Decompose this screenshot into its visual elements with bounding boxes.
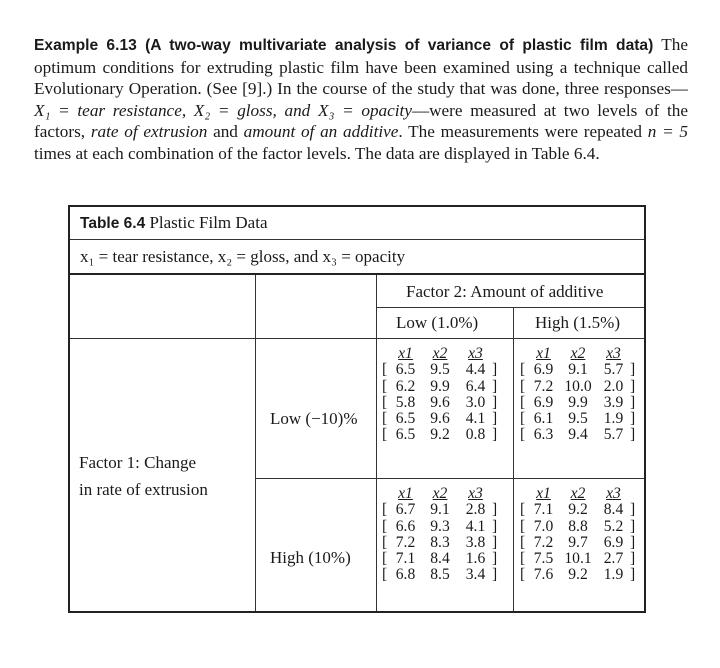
- cell-high-low: [382, 486, 500, 584]
- column-headers: [382, 346, 500, 362]
- observation-value: 4.4: [465, 361, 486, 379]
- factor2-label: Factor 2: Amount of additive: [406, 282, 604, 301]
- observation-value: 6.5: [395, 426, 416, 444]
- observation-value: 7.2: [533, 533, 554, 551]
- cell-low-low: [382, 346, 500, 444]
- cell-low-high: [520, 346, 638, 444]
- observation-value: 6.9: [533, 361, 554, 379]
- observation-value: 9.6: [430, 393, 450, 411]
- column-header: x2: [570, 345, 586, 362]
- observation-vector: [ 6.5 9.5 4.4 ]: [382, 361, 498, 379]
- observation-vector: [ 6.1 9.5 1.9 ]: [520, 410, 636, 428]
- factor2-level-high: High (1.5%): [535, 313, 620, 332]
- observation-vector: [ 6.5 9.6 4.1 ]: [382, 410, 498, 428]
- observation-value: 6.4: [465, 377, 486, 395]
- observation-vector: [ 6.2 9.9 6.4 ]: [382, 377, 498, 395]
- observation-value: 7.6: [533, 566, 554, 584]
- column-header: x3: [468, 485, 483, 502]
- observation-value: 9.1: [568, 361, 588, 379]
- observation-vector: [ 6.6 9.3 4.1 ]: [382, 517, 498, 535]
- observation-value: 9.2: [568, 501, 588, 519]
- observation-value: 9.1: [430, 501, 450, 519]
- observation-value: 9.5: [430, 361, 450, 379]
- factor1-level-low: Low (−10)%: [270, 409, 358, 428]
- observation-value: 0.8: [465, 426, 486, 444]
- observation-value: 6.5: [395, 410, 416, 428]
- observation-value: 10.0: [564, 377, 592, 395]
- example-paragraph: [34, 34, 688, 165]
- divider-factor2-header: [376, 307, 644, 308]
- divider-factor1-col: [255, 275, 256, 611]
- observation-vector: [ 6.9 9.1 5.7 ]: [520, 361, 636, 379]
- observation-value: 9.2: [430, 426, 450, 444]
- observation-value: 7.1: [395, 550, 416, 568]
- para-text-1: The optimum conditions for extruding plastic film have been examined using a technique called Evolutionary Operation. (See [9].) In the course of the study that was done, three responses—: [34, 35, 688, 99]
- observation-value: 9.2: [568, 566, 588, 584]
- observation-value: 2.8: [465, 501, 486, 519]
- observation-value: 7.5: [533, 550, 554, 568]
- factor1-level-high: High (10%): [270, 548, 351, 567]
- observation-vector: [ 7.1 8.4 1.6 ]: [382, 550, 498, 568]
- observation-value: 5.8: [395, 393, 416, 411]
- observation-value: 9.5: [568, 410, 588, 428]
- observation-vector: [ 7.1 9.2 8.4 ]: [520, 501, 636, 519]
- divider-header-bottom: [70, 338, 644, 339]
- observation-value: 6.6: [395, 517, 416, 535]
- observation-vector: [ 6.8 8.5 3.4 ]: [382, 566, 498, 584]
- observation-value: 7.1: [533, 501, 554, 519]
- observation-value: 8.5: [430, 566, 450, 584]
- column-headers: [382, 486, 500, 502]
- observation-value: 5.7: [603, 426, 624, 444]
- example-heading: Example 6.13 (A two-way multivariate analysis of variance of plastic film data): [34, 37, 654, 54]
- observation-vector: [ 6.9 9.9 3.9 ]: [520, 393, 636, 411]
- divider-level-col: [376, 275, 377, 611]
- observation-vector: [ 7.2 9.7 6.9 ]: [520, 533, 636, 551]
- cell-high-high: [520, 486, 638, 584]
- observation-vector: [ 5.8 9.6 3.0 ]: [382, 393, 498, 411]
- observation-value: 8.8: [568, 517, 588, 535]
- observation-vector: [ 6.5 9.2 0.8 ]: [382, 426, 498, 444]
- observation-value: 7.2: [395, 533, 416, 551]
- observation-value: 6.8: [395, 566, 416, 584]
- table-variable-definitions: x₁ = tear resistance, x₂ = gloss, and x₃ = opacity: [70, 240, 644, 275]
- observation-vector: [ 7.6 9.2 1.9 ]: [520, 566, 636, 584]
- factor1-label-line1: Factor 1: Change: [79, 453, 197, 472]
- observation-vector: [ 7.5 10.1 2.7 ]: [520, 550, 636, 568]
- observation-vector: [ 7.0 8.8 5.2 ]: [520, 517, 636, 535]
- column-headers: [520, 486, 638, 502]
- observation-value: 6.3: [533, 426, 554, 444]
- table-label: Table 6.4: [80, 215, 146, 232]
- observation-value: 9.7: [568, 533, 588, 551]
- observation-value: 7.0: [533, 517, 554, 535]
- column-header: x3: [606, 345, 621, 362]
- column-header: x2: [432, 345, 448, 362]
- column-header: x2: [570, 485, 586, 502]
- column-header: x2: [432, 485, 448, 502]
- observation-value: 9.4: [568, 426, 588, 444]
- observation-value: 6.7: [395, 501, 416, 519]
- observation-value: 9.9: [430, 377, 450, 395]
- observation-value: 8.4: [430, 550, 450, 568]
- observation-vector: [ 6.7 9.1 2.8 ]: [382, 501, 498, 519]
- factor1-label-line2: in rate of extrusion: [79, 480, 208, 499]
- column-header: x1: [536, 345, 551, 362]
- divider-low-high-rows: [255, 478, 644, 479]
- observation-value: 6.2: [395, 377, 416, 395]
- observation-vector: [ 7.2 8.3 3.8 ]: [382, 533, 498, 551]
- para-variables: X₁ = tear resistance, X₂ = gloss, and X₃ = opacity: [34, 100, 412, 120]
- observation-value: 3.9: [603, 393, 624, 411]
- observation-value: 10.1: [564, 550, 592, 568]
- observation-value: 6.1: [533, 410, 554, 428]
- observation-value: 1.9: [603, 566, 624, 584]
- observation-value: 7.2: [533, 377, 554, 395]
- observation-value: 2.0: [603, 377, 624, 395]
- observation-value: 6.9: [533, 393, 554, 411]
- column-header: x1: [398, 345, 413, 362]
- observation-value: 3.4: [465, 566, 486, 584]
- observation-value: 8.3: [430, 533, 450, 551]
- observation-value: 1.9: [603, 410, 624, 428]
- para-text-5: times at each combination of the factor levels. The data are displayed in Table 6.4.: [34, 143, 600, 163]
- column-header: x1: [536, 485, 551, 502]
- para-text-3: and: [213, 122, 238, 142]
- column-header: x1: [398, 485, 413, 502]
- factor-1-name: rate of extrusion: [90, 122, 208, 142]
- observation-value: 9.6: [430, 410, 450, 428]
- column-header: x3: [606, 485, 621, 502]
- observation-value: 1.6: [465, 550, 486, 568]
- column-headers: [520, 346, 638, 362]
- observation-value: 4.1: [465, 410, 486, 428]
- observation-value: 6.9: [603, 533, 624, 551]
- observation-value: 5.2: [603, 517, 624, 535]
- observation-value: 2.7: [603, 550, 624, 568]
- factor2-level-low: Low (1.0%): [396, 313, 479, 332]
- observation-value: 3.0: [465, 393, 486, 411]
- column-header: x3: [468, 345, 483, 362]
- observation-value: 3.8: [465, 533, 486, 551]
- observation-value: 5.7: [603, 361, 624, 379]
- repetitions: n = 5: [647, 122, 689, 142]
- observation-vector: [ 7.2 10.0 2.0 ]: [520, 377, 636, 395]
- para-text-4: . The measurements were repeated: [398, 122, 642, 142]
- observation-value: 9.9: [568, 393, 588, 411]
- para-text-2: —were measured at two levels of the factors,: [34, 100, 688, 142]
- divider-additive-col: [513, 307, 514, 611]
- observation-vector: [ 6.3 9.4 5.7 ]: [520, 426, 636, 444]
- plastic-film-table: [68, 205, 646, 613]
- table-title: Plastic Film Data: [149, 213, 268, 232]
- table-caption: [70, 207, 644, 240]
- observation-value: 6.5: [395, 361, 416, 379]
- observation-value: 8.4: [603, 501, 624, 519]
- factor-2-name: amount of an additive: [243, 122, 399, 142]
- observation-value: 4.1: [465, 517, 486, 535]
- observation-value: 9.3: [430, 517, 450, 535]
